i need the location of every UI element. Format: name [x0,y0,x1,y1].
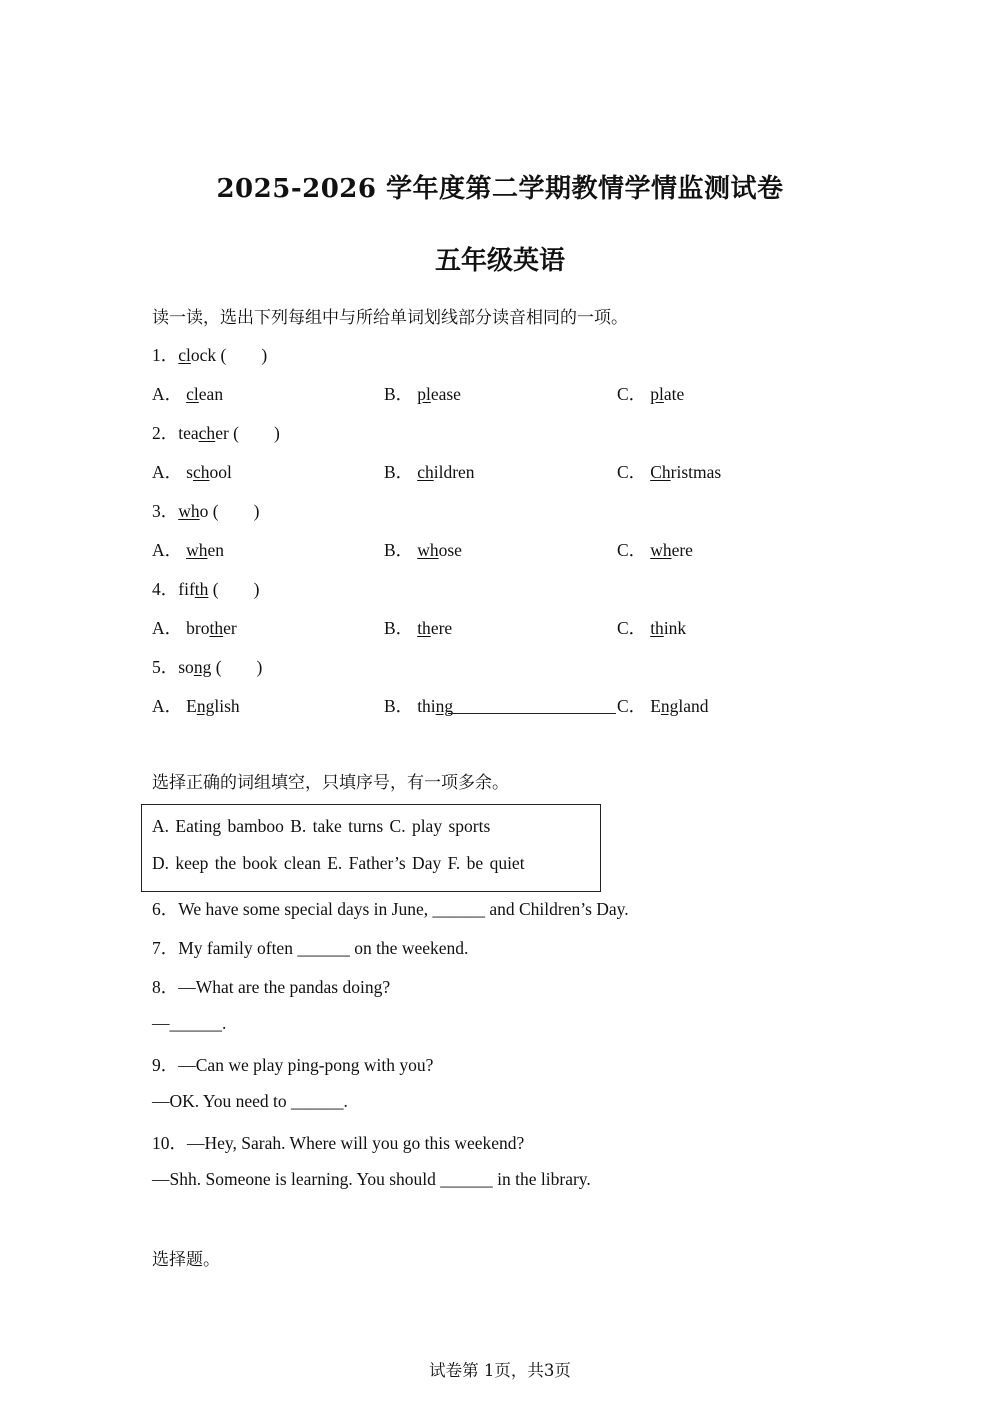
option-word-suffix: ere [430,618,453,638]
option-label: A． [152,618,183,638]
option-label: A． [152,462,183,482]
section2-instruction: 选择正确的词组填空，只填序号，有一项多余。 [152,773,509,793]
answer-blank[interactable]: ( ) [211,657,263,677]
question-word-prefix: so [178,657,194,677]
option-2-a [152,459,232,484]
option-label: C． [617,540,647,560]
trailing-underline [448,713,616,714]
option-word-suffix: ere [671,540,693,560]
option-3-b [384,537,462,562]
question-word-prefix: fif [178,579,195,599]
option-2-b [384,459,475,484]
option-word-underlined: pl [417,384,431,404]
option-word-underlined: cl [186,384,199,404]
option-word-suffix: ean [198,384,224,404]
word-bank-line-2: D. keep the book clean E. Father’s Day F. be quiet [152,853,525,873]
question-word-suffix: ock [190,345,217,365]
option-4-c [617,615,686,640]
question-word-underlined: ng [193,657,212,677]
option-word-suffix: land [678,696,709,716]
exam-subtitle: 五年级英语 [434,246,565,276]
option-label: B． [384,618,414,638]
option-word-prefix: E [186,696,197,716]
option-label: A． [152,384,183,404]
fill-line-3: 8．—What are the pandas doing? [152,977,391,997]
option-5-b [384,693,453,718]
option-word-suffix: er [223,618,237,638]
option-5-a [152,693,240,718]
section3-instruction: 选择题。 [152,1250,220,1270]
option-word-prefix: s [186,462,193,482]
question-4 [152,576,259,601]
question-5 [152,654,262,679]
option-label: B． [384,462,414,482]
option-label: C． [617,618,647,638]
option-word-underlined: ch [192,462,210,482]
option-word-prefix: thi [417,696,436,716]
option-word-underlined: wh [650,540,672,560]
word-bank-line-1: A. Eating bamboo B. take turns C. play sports [152,816,491,836]
question-3 [152,498,259,523]
question-1 [152,342,267,367]
question-word-underlined: th [194,579,209,599]
word-bank-box [141,804,601,892]
option-1-b [384,381,461,406]
option-4-b [384,615,452,640]
fill-line-7: 10．—Hey, Sarah. Where will you go this weekend? [152,1133,525,1153]
question-word-suffix: o [199,501,209,521]
option-word-suffix: ate [663,384,685,404]
option-3-a [152,537,224,562]
answer-blank[interactable]: ( ) [208,501,260,521]
option-label: C． [617,462,647,482]
option-word-underlined: ng [660,696,679,716]
question-word-underlined: wh [178,501,200,521]
option-label: C． [617,696,647,716]
option-2-c [617,459,721,484]
option-4-a [152,615,237,640]
option-word-suffix: ose [438,540,462,560]
option-word-suffix: ease [430,384,461,404]
option-word-prefix: E [650,696,661,716]
option-label: B． [384,696,414,716]
question-word-underlined: cl [178,345,191,365]
option-word-underlined: pl [650,384,664,404]
option-word-underlined: th [650,618,664,638]
question-number: 3． [152,501,179,521]
option-word-underlined: wh [186,540,208,560]
fill-line-5: 9．—Can we play ping-pong with you? [152,1055,434,1075]
option-word-suffix: en [207,540,225,560]
fill-line-2: 7．My family often ______ on the weekend. [152,938,469,958]
exam-title: 2025-2026 学年度第二学期教情学情监测试卷 [216,174,784,204]
question-number: 2． [152,423,179,443]
answer-blank[interactable]: ( ) [216,345,268,365]
option-label: C． [617,384,647,404]
option-word-underlined: ng [196,696,215,716]
fill-line-1: 6．We have some special days in June, ______ and Children’s Day. [152,899,629,919]
section1-instruction: 读一读，选出下列每组中与所给单词划线部分读音相同的一项。 [152,308,628,328]
option-label: B． [384,384,414,404]
option-5-c [617,693,709,718]
fill-line-6: —OK. You need to ______. [152,1091,348,1111]
question-number: 1． [152,345,179,365]
fill-line-4: —______. [152,1013,227,1033]
option-word-underlined: th [417,618,431,638]
option-word-underlined: ng [435,696,454,716]
question-word-underlined: ch [198,423,216,443]
option-word-suffix: ildren [433,462,475,482]
question-word-suffix: er [215,423,229,443]
option-word-prefix: bro [186,618,210,638]
page-footer: 试卷第 1页，共3页 [429,1361,571,1380]
option-label: B． [384,540,414,560]
option-1-a [152,381,223,406]
option-word-suffix: ink [663,618,687,638]
option-word-underlined: Ch [650,462,671,482]
option-word-underlined: ch [417,462,434,482]
option-1-c [617,381,684,406]
option-word-suffix: lish [214,696,240,716]
option-word-suffix: ool [209,462,232,482]
option-word-underlined: th [209,618,224,638]
option-label: A． [152,696,183,716]
question-2 [152,420,280,445]
option-word-underlined: wh [417,540,439,560]
option-3-c [617,537,693,562]
question-word-prefix: tea [178,423,199,443]
option-label: A． [152,540,183,560]
question-number: 5． [152,657,179,677]
answer-blank[interactable]: ( ) [228,423,280,443]
option-word-suffix: ristmas [670,462,722,482]
question-number: 4． [152,579,179,599]
answer-blank[interactable]: ( ) [208,579,260,599]
fill-line-8: —Shh. Someone is learning. You should ______ in the library. [152,1169,591,1189]
